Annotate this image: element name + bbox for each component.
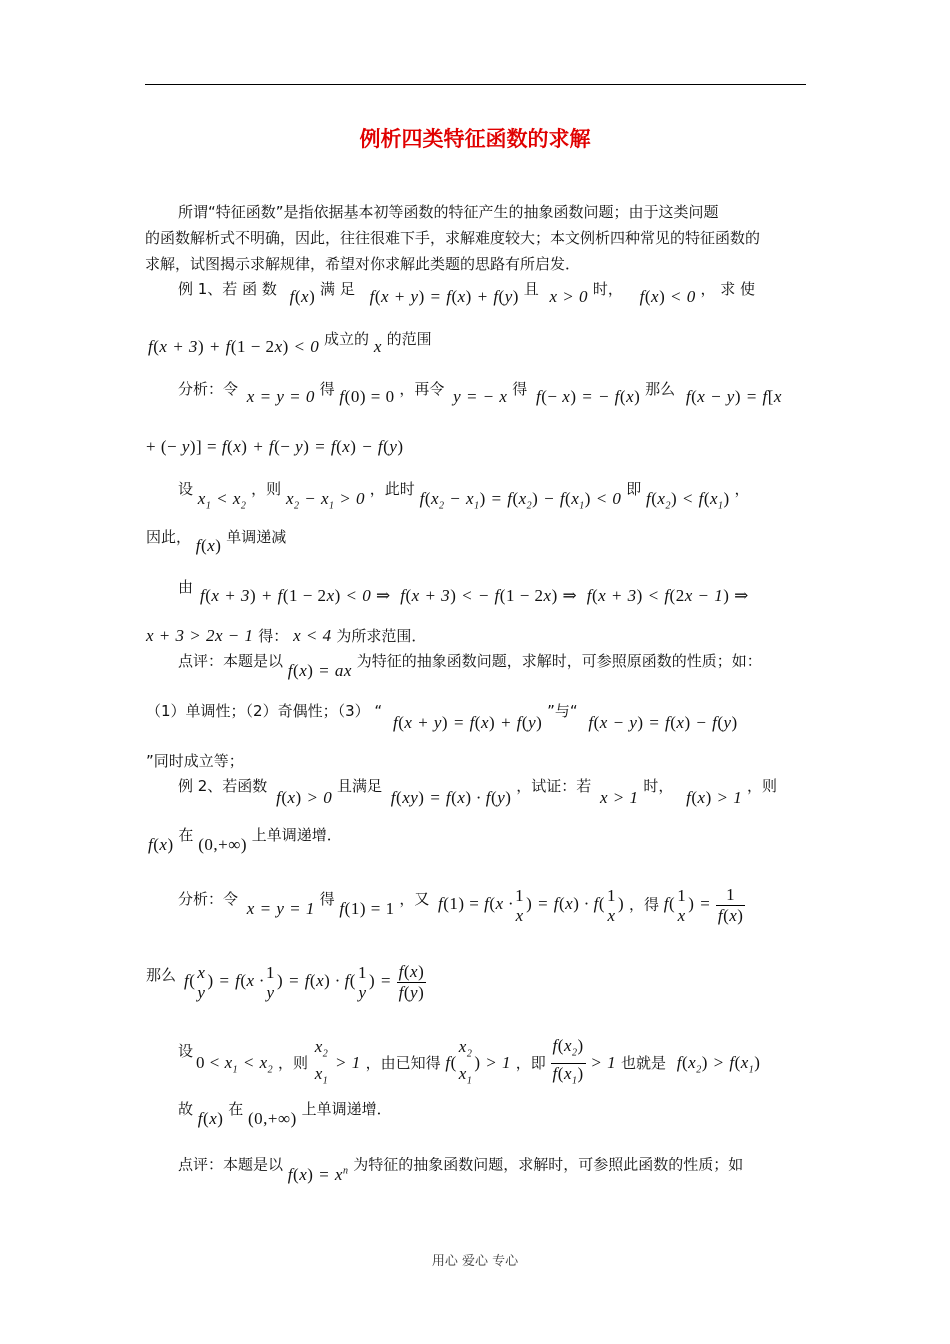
formula: f(x) = ax	[287, 661, 352, 680]
analysis-2-quotient	[184, 962, 426, 1003]
formula: y = − x	[453, 387, 508, 406]
analysis-2-fractions: f(1) = f(x · 1 x ) = f(x) · f( 1 x ) ，得 f( 1 x ) = $\frac{1}{f(x)}$	[438, 885, 744, 925]
analysis-1-result: x + 3 > 2x − 1 得： x < 4 为所求范围．	[146, 626, 427, 645]
example-1-statement: 例 1、若 函 数 f(x) 满 足 f(x + y) = f(x) + f(y) 且 x > 0 时， f(x) < 0 ， 求 使	[178, 280, 756, 306]
formula: $f(x_2) < f(x_1)$	[646, 489, 730, 512]
formula: x	[373, 337, 382, 356]
formula: f(0) = 0	[339, 387, 395, 406]
analysis-1-line-2	[146, 438, 404, 456]
formula: $x_2$ $x_1$ > 1	[314, 1036, 361, 1087]
formula: x > 1	[600, 788, 639, 807]
formula: (0,+∞)	[248, 1109, 297, 1128]
formula: f(1) = f(x · 1 x ) = f(x) · f( 1 x )	[438, 885, 625, 925]
header-rule	[145, 84, 806, 85]
analysis-1-line-5: 由	[178, 578, 194, 596]
analysis-1-chain	[200, 587, 749, 605]
analysis-2-monotone: $0 < x_1 < x_2$ ，则 $x_2$ $x_1$ > 1 ，由已知得 f( $x_2$ $x_1$ ) > 1 ，即 $\frac{f(x_2)}{f(x_1)}$ > 1 也就是 $f(x_2) > f(x_1)$	[196, 1036, 760, 1092]
review-1-line-2: （1）单调性；（2）奇偶性；（3） “ f(x + y) = f(x) + f(y) ”与“ f(x − y) = f(x) − f(y)	[146, 702, 738, 732]
formula: (0,+∞)	[198, 835, 247, 854]
analysis-1-line-1: 分析：令 x = y = 0 得 f(0) = 0 ，再令 y = − x 得 f(− x) = − f(x) 那么 f(x − y) = f[x	[178, 380, 782, 406]
analysis-2-line-2: 那么	[146, 966, 177, 984]
example-2-statement: 例 2、若函数 f(x) > 0 且满足 f(xy) = f(x) · f(y) ，试证：若 x > 1 时， f(x) > 1 ，则	[178, 777, 778, 807]
formula: f(x) < 0	[639, 287, 696, 306]
review-2-line-1: 点评：本题是以 $f(x) = x^n$ 为特征的抽象函数问题，求解时，可参照此函数的性质；如	[178, 1155, 744, 1184]
formula: f(x − y) = f[x	[685, 387, 782, 406]
formula: $0 < x_1 < x_2$	[196, 1052, 274, 1076]
analysis-2-line-3: 设	[178, 1042, 194, 1060]
formula: $f(x_2) > f(x_1)$	[676, 1052, 761, 1076]
formula: f(x) > 1	[686, 788, 743, 807]
formula: x = y = 1	[246, 899, 315, 918]
analysis-2-line-1: 分析：令 x = y = 1 得 f(1) = 1 ，又	[178, 890, 430, 918]
formula: f(xy) = f(x) · f(y)	[390, 788, 512, 807]
example-2-claim: f(x) 在 (0,+∞) 上单调递增．	[148, 826, 342, 854]
formula: f( x y ) = f(x · 1 y ) = f(x) · f( 1 y ) = $\frac{f(x)}{f(y)}$	[184, 962, 425, 1002]
formula: f(x)	[195, 536, 222, 555]
analysis-2-conclusion: 故 f(x) 在 (0,+∞) 上单调递增．	[178, 1100, 392, 1128]
formula: $x_1 < x_2$	[197, 489, 247, 512]
example-1-condition: f(x + 3) + f(1 − 2x) < 0 成立的 x 的范围	[148, 330, 432, 356]
page-title: 例析四类特征函数的求解	[359, 127, 591, 151]
formula: f(x + 3) + f(1 − 2x) < 0	[148, 337, 320, 356]
formula: f(x)	[148, 835, 174, 854]
analysis-1-line-3: 设 $x_1 < x_2$ ，则 $x_2 - x_1 > 0$ ，此时 $f(x_2 - x_1) = f(x_2) - f(x_1) < 0$ 即 $f(x_2) < f(x_1)$ ，	[178, 480, 750, 512]
formula: f(x) > 0	[276, 788, 333, 807]
formula: f(x)	[197, 1109, 224, 1128]
review-1-line-3: ”同时成立等；	[146, 752, 244, 770]
formula: f(x − y) = f(x) − f(y)	[588, 713, 738, 732]
formula: f(x + y) = f(x) + f(y)	[392, 713, 543, 732]
formula: f(x + 3) + f(1 − 2x) < 0 ⇒ f(x + 3) < − f(1 − 2x) ⇒ f(x + 3) < f(2x − 1) ⇒	[200, 586, 749, 605]
review-1-line-1: 点评：本题是以 f(x) = ax 为特征的抽象函数问题，求解时，可参照原函数的性质；如：	[178, 652, 762, 680]
formula: $\frac{f(x_2)}{f(x_1)}$ > 1	[551, 1053, 617, 1072]
intro-line-2: 的函数解析式不明确，因此，往往很难下手，求解难度较大；本文例析四种常见的特征函数的	[145, 229, 761, 247]
intro-line-3: 求解，试图揭示求解规律，希望对你求解此类题的思路有所启发．	[145, 255, 581, 273]
formula: $f(x_2 - x_1) = f(x_2) - f(x_1) < 0$	[419, 489, 622, 512]
formula: $x_2 - x_1 > 0$	[285, 489, 366, 512]
formula: x + 3 > 2x − 1	[146, 626, 254, 645]
formula: $f(x) = x^n$	[287, 1164, 349, 1184]
formula: f(1) = 1	[339, 899, 395, 918]
formula: f(− x) = − f(x)	[536, 387, 641, 406]
formula: f( 1 x ) = $\frac{1}{f(x)}$	[663, 885, 744, 925]
formula: f(x + y) = f(x) + f(y)	[369, 287, 519, 306]
intro-line-1: 所谓“特征函数”是指依据基本初等函数的特征产生的抽象函数问题；由于这类问题	[178, 203, 719, 221]
formula: f( $x_2$ $x_1$ ) > 1	[445, 1036, 511, 1087]
formula: x = y = 0	[246, 387, 315, 406]
analysis-1-line-4: 因此， f(x) 单调递减	[146, 528, 287, 555]
formula: x < 4	[293, 626, 332, 645]
formula: x > 0	[549, 287, 589, 306]
page-footer: 用心 爱心 专心	[431, 1254, 519, 1269]
formula: f(x)	[289, 287, 316, 306]
formula: + (− y)] = f(x) + f(− y) = f(x) − f(y)	[146, 437, 404, 456]
